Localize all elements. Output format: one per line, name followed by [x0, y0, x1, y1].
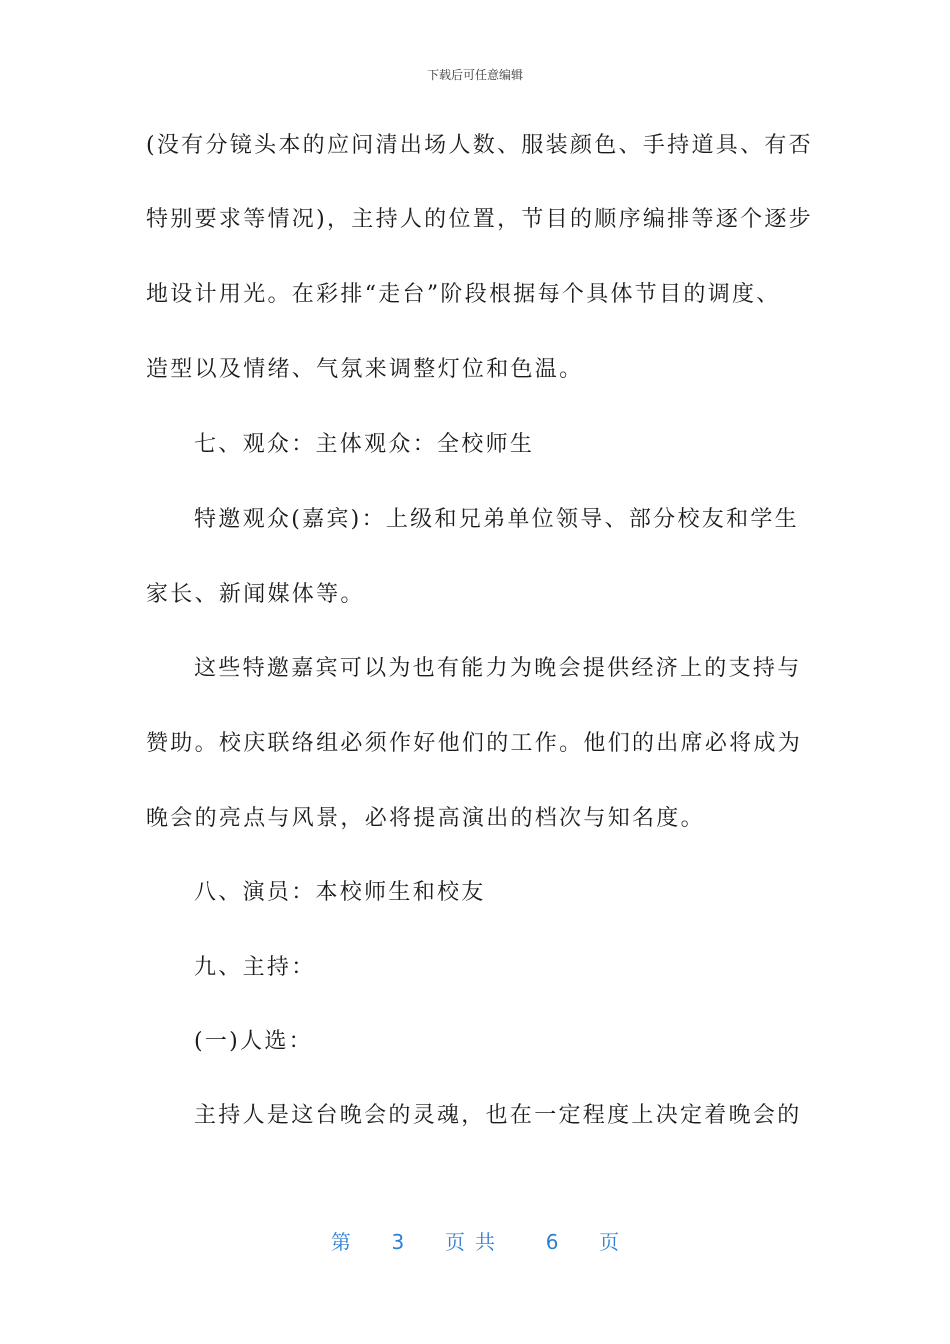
paragraph-line: 造型以及情绪、气氛来调整灯位和色温。 [146, 357, 584, 382]
paragraph-line: (没有分镜头本的应问清出场人数、服装颜色、手持道具、有否 [146, 133, 813, 158]
paragraph-line: 这些特邀嘉宾可以为也有能力为晚会提供经济上的支持与 [194, 656, 802, 681]
paragraph-line: 地设计用光。在彩排“走台”阶段根据每个具体节目的调度、 [146, 282, 781, 307]
page-footer [0, 1226, 950, 1255]
page-header: 下载后可任意编辑 [426, 68, 523, 82]
section-heading-audience: 七、观众：主体观众：全校师生 [194, 432, 535, 457]
paragraph-line: 家长、新闻媒体等。 [146, 582, 365, 607]
footer-suffix: 页 [599, 1230, 620, 1254]
paragraph-line: 特别要求等情况)，主持人的位置，节目的顺序编排等逐个逐步 [146, 207, 813, 232]
paragraph-line: 晚会的亮点与风景，必将提高演出的档次与知名度。 [146, 806, 705, 831]
section-heading-host: 九、主持： [194, 955, 316, 980]
paragraph-line: 赞助。校庆联络组必须作好他们的工作。他们的出席必将成为 [146, 731, 803, 756]
footer-prefix: 第 [330, 1230, 351, 1254]
paragraph-line: 主持人是这台晚会的灵魂，也在一定程度上决定着晚会的 [194, 1103, 802, 1128]
total-pages-number: 6 [545, 1230, 559, 1254]
subsection-heading-selection: (一)人选： [194, 1029, 313, 1054]
paragraph-line: 特邀观众(嘉宾)：上级和兄弟单位领导、部分校友和学生 [194, 507, 799, 532]
current-page-number: 3 [391, 1230, 405, 1254]
section-heading-performers: 八、演员：本校师生和校友 [194, 880, 486, 905]
footer-middle: 页共 [445, 1230, 505, 1254]
